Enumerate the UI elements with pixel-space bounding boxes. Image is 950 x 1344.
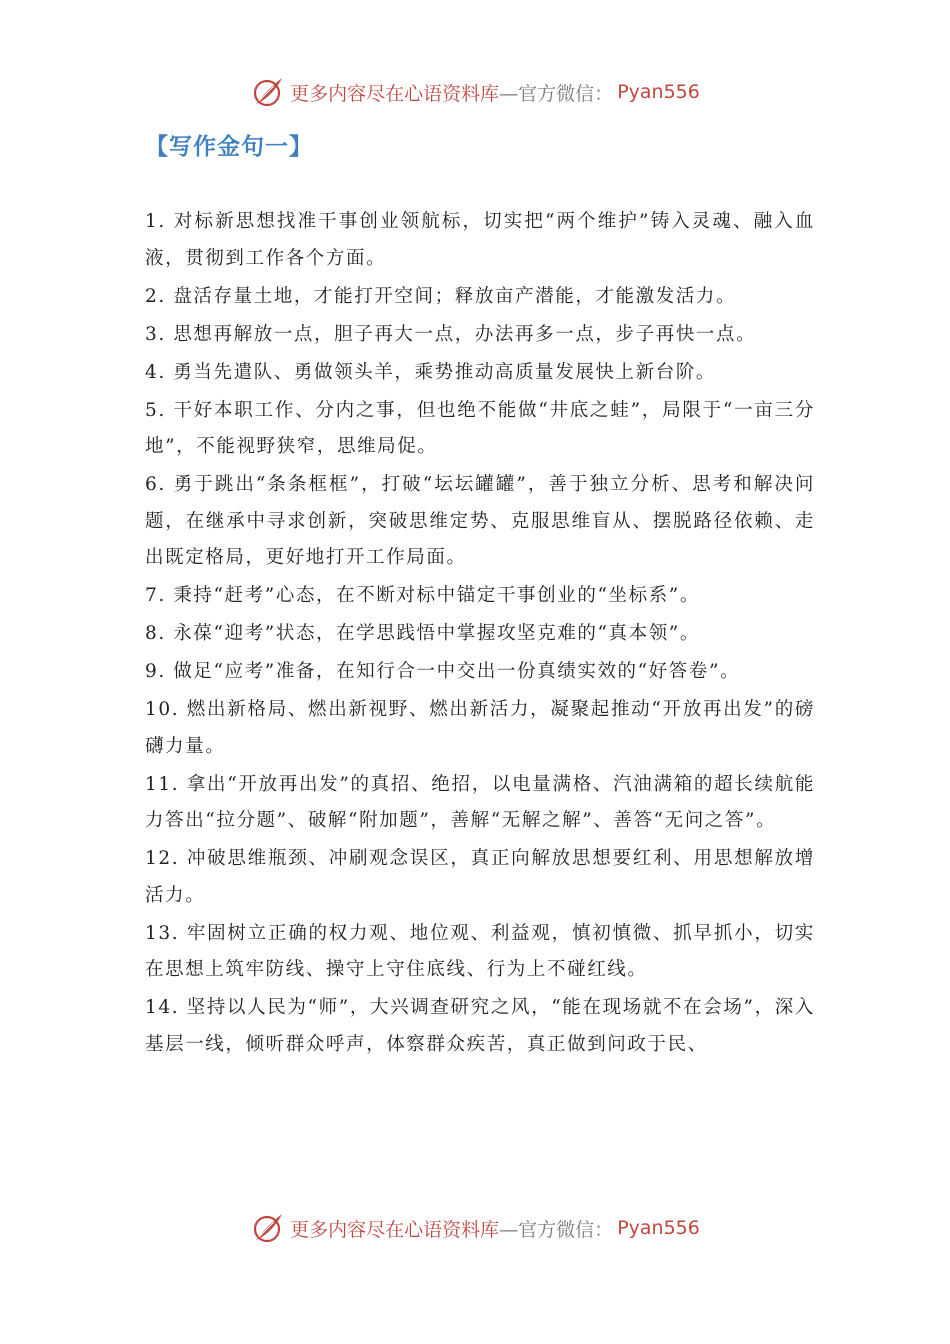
header-banner <box>0 70 950 114</box>
list-item: 6. 勇于跳出“条条框框”，打破“坛坛罐罐”，善于独立分析、思考和解决问题，在继承中寻求创新，突破思维定势、克服思维盲从、摆脱路径依赖、走出既定格局，更好地打开工作局面。 <box>145 474 815 568</box>
banner-text: 更多内容尽在心语资料库 <box>290 82 500 105</box>
list-item: 2. 盘活存量土地，才能打开空间；释放亩产潜能，才能激发活力。 <box>145 285 737 307</box>
banner-separator: —官方微信： <box>499 82 614 105</box>
section-title: 【写作金句一】 <box>145 133 313 160</box>
logo-quill-icon <box>250 74 286 110</box>
banner-wechat-id: Pyan556 <box>617 1217 700 1239</box>
list-item: 13. 牢固树立正确的权力观、地位观、利益观，慎初慎微、抓早抓小，切实在思想上筑牢防线、操守上守住底线、行为上不碰红线。 <box>145 922 815 980</box>
list-item: 7. 秉持“赶考”心态，在不断对标中锚定干事创业的“坐标系”。 <box>145 585 700 606</box>
list-item: 8. 永葆“迎考”状态，在学思践悟中掌握攻坚克难的“真本领”。 <box>145 623 700 644</box>
banner-separator: —官方微信： <box>499 1218 614 1241</box>
list-item: 12. 冲破思维瓶颈、冲刷观念误区，真正向解放思想要红利、用思想解放增活力。 <box>145 848 815 906</box>
list-item: 1. 对标新思想找准干事创业领航标，切实把“两个维护”铸入灵魂、融入血液，贯彻到工作各个方面。 <box>145 211 815 269</box>
quote-list <box>145 204 815 1065</box>
list-item: 10. 燃出新格局、燃出新视野、燃出新活力，凝聚起推动“开放再出发”的磅礴力量。 <box>145 699 815 757</box>
list-item: 14. 坚持以人民为“师”，大兴调查研究之风，“能在现场就不在会场”，深入基层一线，倾听群众呼声，体察群众疾苦，真正做到问政于民、 <box>145 997 815 1055</box>
list-item: 11. 拿出“开放再出发”的真招、绝招，以电量满格、汽油满箱的超长续航能力答出“拉分题”、破解“附加题”，善解“无解之解”、善答“无问之答”。 <box>145 773 815 831</box>
banner-text: 更多内容尽在心语资料库 <box>290 1218 500 1241</box>
list-item: 5. 干好本职工作、分内之事，但也绝不能做“井底之蛙”，局限于“一亩三分地”，不能视野狭窄，思维局促。 <box>145 399 815 457</box>
banner-wechat-id: Pyan556 <box>617 81 700 103</box>
footer-banner <box>0 1206 950 1250</box>
logo-quill-icon <box>250 1210 286 1246</box>
list-item: 9. 做足“应考”准备，在知行合一中交出一份真绩实效的“好答卷”。 <box>145 661 741 682</box>
list-item: 3. 思想再解放一点，胆子再大一点，办法再多一点，步子再快一点。 <box>145 323 757 345</box>
list-item: 4. 勇当先遣队、勇做领头羊，乘势推动高质量发展快上新台阶。 <box>145 361 717 383</box>
